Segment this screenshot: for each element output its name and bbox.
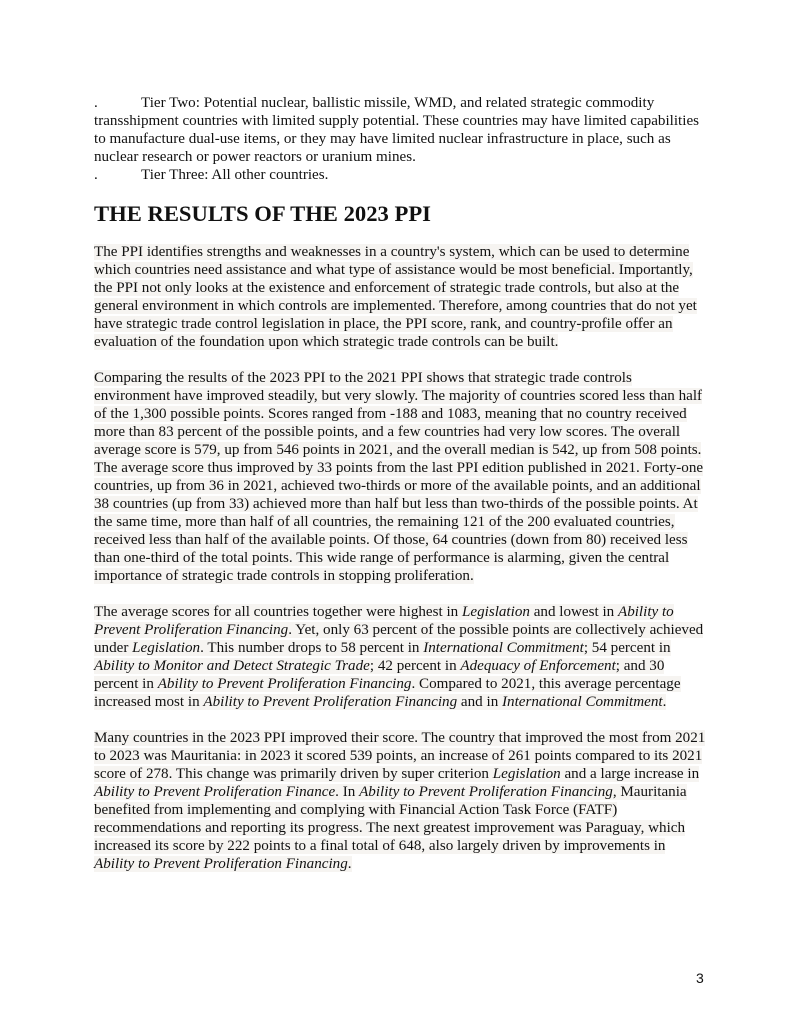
emphasized-term: Ability to Prevent Proliferation Financing <box>157 676 412 692</box>
paragraph-improvements <box>94 729 706 873</box>
paragraph-text: ; 54 percent in <box>583 640 671 656</box>
emphasized-term: Ability to Prevent Proliferation Financing <box>94 856 348 872</box>
tier-two-description: transshipment countries with limited supply potential. These countries may have limited capabilities to manufacture dual-use items, or they may have limited nuclear infrastructure in place, such as nuclear research or power reactors or uranium mines. <box>94 113 700 165</box>
emphasized-term: Legislation <box>492 766 561 782</box>
tier-two-item <box>94 94 706 166</box>
paragraph-text: Comparing the results of the 2023 PPI to the 2021 PPI shows that strategic trade controls environment have improved steadily, but very slowly. The majority of countries scored less than half of the 1,300 possible points. Scores ranged from -188 and 1083, meaning that no country received more than 83 percent of the possible points, and a few countries had very low scores. The overall average score is 579, up from 546 points in 2021, and the overall median is 542, up from 508 points. The average score thus improved by 33 points from the last PPI edition published in 2021. Forty-one countries, up from 36 in 2021, achieved two-thirds or more of the available points, and an additional 38 countries (up from 33) achieved more than half but less than two-thirds of the possible points. At the same time, more than half of all countries, the remaining 121 of the 200 evaluated countries, received less than half of the available points. Of those, 64 countries (down from 80) received less than one-third of the total points. This wide range of performance is alarming, given the central importance of strategic trade controls in stopping proliferation. <box>94 370 704 584</box>
paragraph-overview <box>94 243 706 351</box>
list-marker: . <box>94 95 98 111</box>
tier-three-item <box>94 166 706 184</box>
paragraph-average-scores <box>94 603 706 711</box>
paragraph-text: The average scores for all countries together were highest in <box>94 604 462 620</box>
paragraph-text: and lowest in <box>529 604 618 620</box>
paragraph-text: ; 42 percent in <box>369 658 461 674</box>
page-number: 3 <box>696 970 704 986</box>
paragraph-text: , Mauritania benefited from implementing and complying with Financial Action Task Force (FATF) recommendations and reporting its progress. The next greatest improvement was Paraguay, which increased its score by 222 points to a final total of 648, also largely driven by improvements in <box>94 784 687 854</box>
paragraph-text: . <box>662 694 667 710</box>
emphasized-term: Legislation <box>132 640 201 656</box>
tier-three-title: Tier Three: All other countries. <box>141 167 329 183</box>
emphasized-term: Ability to Prevent Proliferation Financing <box>359 784 613 800</box>
emphasized-term: Ability to Prevent Proliferation Financing <box>94 604 674 638</box>
emphasized-term: International Commitment <box>423 640 584 656</box>
paragraph-text: . Yet, only 63 percent of the possible points are collectively achieved under <box>94 622 704 656</box>
emphasized-term: Ability to Prevent Proliferation Finance <box>94 784 336 800</box>
emphasized-term: Adequacy of Enforcement <box>460 658 616 674</box>
emphasized-term: Ability to Prevent Proliferation Financing <box>203 694 458 710</box>
paragraph-text: . <box>347 856 352 872</box>
paragraph-text: and in <box>457 694 503 710</box>
paragraph-text: . This number drops to 58 percent in <box>200 640 424 656</box>
paragraph-text: ; and 30 percent in <box>94 658 665 692</box>
page-content <box>94 94 706 873</box>
paragraph-text: and a large increase in <box>560 766 700 782</box>
emphasized-term: Legislation <box>461 604 530 620</box>
paragraph-text: The PPI identifies strengths and weaknesses in a country's system, which can be used to determine which countries need assistance and what type of assistance would be most beneficial. Importantly, the PPI not only looks at the existence and enforcement of strategic trade controls, but also at the general environment in which controls are implemented. Therefore, among countries that do not yet have strategic trade control legislation in place, the PPI score, rank, and country-profile offer an evaluation of the foundation upon which strategic trade controls can be built. <box>94 244 697 350</box>
list-marker: . <box>94 167 98 183</box>
tier-two-title: Tier Two: Potential nuclear, ballistic missile, WMD, and related strategic commodity <box>141 95 655 111</box>
emphasized-term: International Commitment <box>502 694 663 710</box>
paragraph-text: Many countries in the 2023 PPI improved their score. The country that improved the most from 2021 to 2023 was Mauritania: in 2023 it scored 539 points, an increase of 261 points compared to its 2021 score of 278. This change was primarily driven by super criterion <box>94 730 706 782</box>
paragraph-comparison <box>94 369 706 585</box>
emphasized-term: Ability to Monitor and Detect Strategic Trade <box>94 658 370 674</box>
section-heading: THE RESULTS OF THE 2023 PPI <box>94 201 431 226</box>
paragraph-text: . In <box>335 784 360 800</box>
paragraph-text: . Compared to 2021, this average percentage increased most in <box>94 676 681 710</box>
